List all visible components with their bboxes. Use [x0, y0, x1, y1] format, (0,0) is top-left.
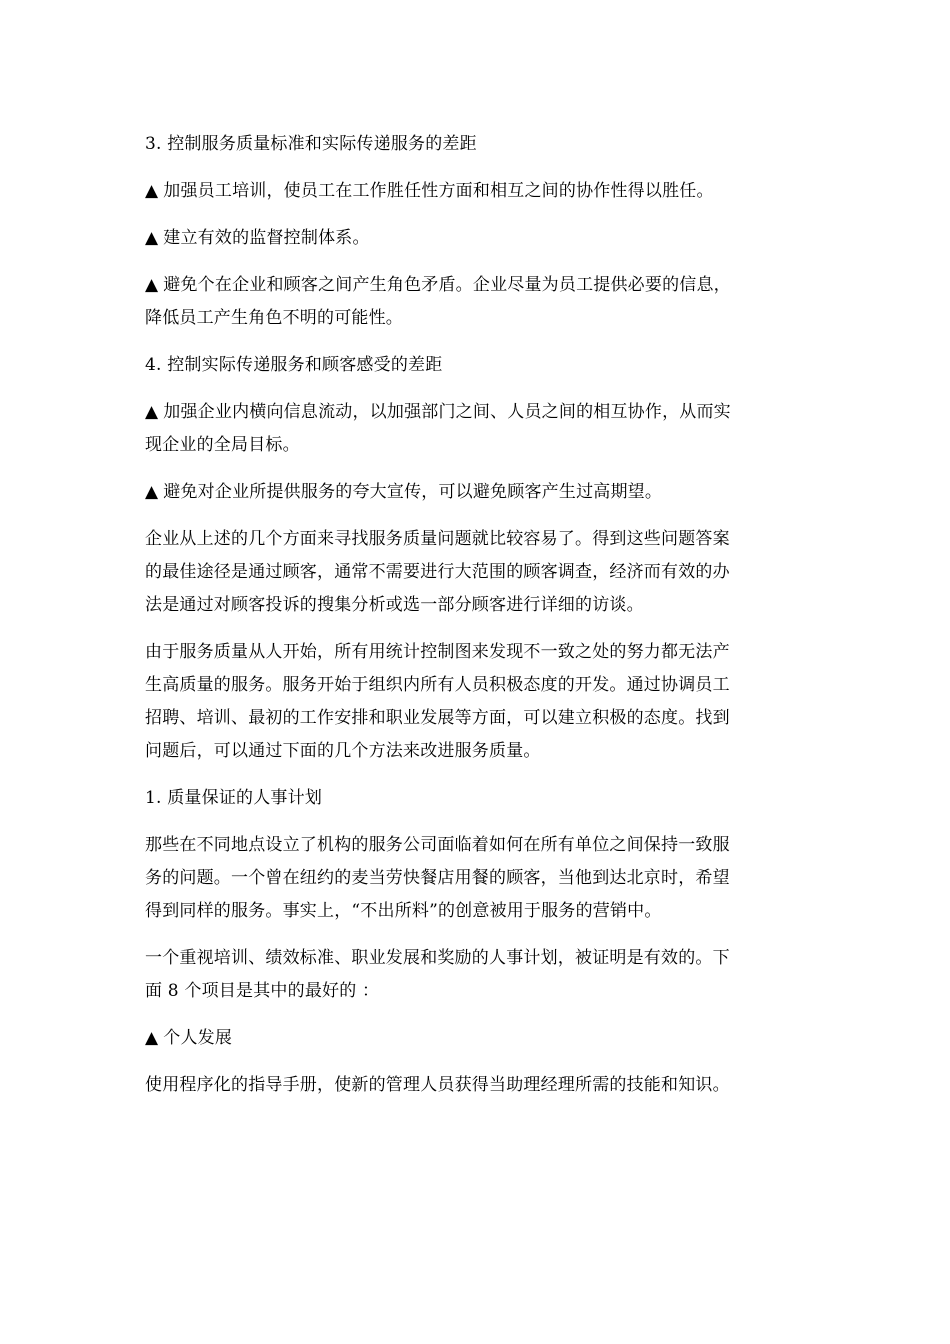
line-text: 问题后，可以通过下面的几个方法来改进服务质量。 — [145, 741, 541, 761]
paragraph-line — [145, 589, 805, 622]
paragraph-line — [145, 523, 805, 556]
paragraph-line — [145, 222, 805, 255]
line-text: 面 8 个项目是其中的最好的 ： — [145, 981, 380, 1001]
line-text: 加强员工培训，使员工在工作胜任性方面和相互之间的协作性得以胜任。 — [163, 181, 714, 201]
line-text: 现企业的全局目标。 — [145, 435, 300, 455]
text-paragraph — [145, 1069, 805, 1102]
paragraph-line — [145, 862, 805, 895]
line-text: 那些在不同地点设立了机构的服务公司面临着如何在所有单位之间保持一致服 — [145, 835, 730, 855]
line-text: 得到同样的服务。事实上，“不出所料”的创意被用于服务的营销中。 — [145, 901, 662, 921]
paragraph-line — [145, 636, 805, 669]
paragraph-line — [145, 895, 805, 928]
text-paragraph — [145, 942, 805, 1008]
line-text: 一个重视培训、绩效标准、职业发展和奖励的人事计划，被证明是有效的。下 — [145, 948, 730, 968]
line-text: 建立有效的监督控制体系。 — [163, 228, 370, 248]
line-text: 的最佳途径是通过顾客，通常不需要进行大范围的顾客调查，经济而有效的办 — [145, 562, 730, 582]
bullet-paragraph — [145, 269, 805, 335]
text-paragraph — [145, 349, 805, 382]
line-text: 避免对企业所提供服务的夸大宣传，可以避免顾客产生过高期望。 — [163, 482, 663, 502]
bullet-paragraph — [145, 175, 805, 208]
text-paragraph — [145, 523, 805, 622]
paragraph-line — [145, 1069, 805, 1102]
line-text: 企业从上述的几个方面来寻找服务质量问题就比较容易了。得到这些问题答案 — [145, 529, 730, 549]
triangle-bullet-icon: ▲ — [145, 228, 159, 248]
paragraph-line — [145, 975, 805, 1008]
document-body — [145, 128, 805, 1116]
paragraph-line — [145, 556, 805, 589]
line-text: 3. 控制服务质量标准和实际传递服务的差距 — [145, 134, 477, 154]
line-text: 4. 控制实际传递服务和顾客感受的差距 — [145, 355, 443, 375]
line-text: 加强企业内横向信息流动，以加强部门之间、人员之间的相互协作，从而实 — [163, 402, 731, 422]
line-text: 法是通过对顾客投诉的搜集分析或选一部分顾客进行详细的访谈。 — [145, 595, 644, 615]
triangle-bullet-icon: ▲ — [145, 275, 159, 295]
paragraph-line — [145, 702, 805, 735]
bullet-paragraph — [145, 396, 805, 462]
paragraph-line — [145, 829, 805, 862]
paragraph-line — [145, 476, 805, 509]
text-paragraph — [145, 829, 805, 928]
line-text: 生高质量的服务。服务开始于组织内所有人员积极态度的开发。通过协调员工 — [145, 675, 730, 695]
paragraph-line — [145, 735, 805, 768]
paragraph-line — [145, 128, 805, 161]
paragraph-line — [145, 269, 805, 302]
text-paragraph — [145, 636, 805, 768]
line-text: 由于服务质量从人开始，所有用统计控制图来发现不一致之处的努力都无法产 — [145, 642, 730, 662]
paragraph-line — [145, 396, 805, 429]
paragraph-line — [145, 942, 805, 975]
line-text: 个人发展 — [163, 1028, 233, 1048]
text-paragraph — [145, 782, 805, 815]
bullet-paragraph — [145, 222, 805, 255]
paragraph-line — [145, 175, 805, 208]
paragraph-line — [145, 349, 805, 382]
line-text: 使用程序化的指导手册，使新的管理人员获得当助理经理所需的技能和知识。 — [145, 1075, 730, 1095]
text-paragraph — [145, 128, 805, 161]
triangle-bullet-icon: ▲ — [145, 1028, 159, 1048]
bullet-paragraph — [145, 1022, 805, 1055]
line-text: 降低员工产生角色不明的可能性。 — [145, 308, 403, 328]
triangle-bullet-icon: ▲ — [145, 181, 159, 201]
paragraph-line — [145, 302, 805, 335]
triangle-bullet-icon: ▲ — [145, 482, 159, 502]
paragraph-line — [145, 1022, 805, 1055]
line-text: 1. 质量保证的人事计划 — [145, 788, 323, 808]
line-text: 招聘、培训、最初的工作安排和职业发展等方面，可以建立积极的态度。找到 — [145, 708, 730, 728]
line-text: 避免个在企业和顾客之间产生角色矛盾。企业尽量为员工提供必要的信息， — [163, 275, 731, 295]
paragraph-line — [145, 669, 805, 702]
triangle-bullet-icon: ▲ — [145, 402, 159, 422]
paragraph-line — [145, 782, 805, 815]
bullet-paragraph — [145, 476, 805, 509]
line-text: 务的问题。一个曾在纽约的麦当劳快餐店用餐的顾客，当他到达北京时，希望 — [145, 868, 730, 888]
paragraph-line — [145, 429, 805, 462]
